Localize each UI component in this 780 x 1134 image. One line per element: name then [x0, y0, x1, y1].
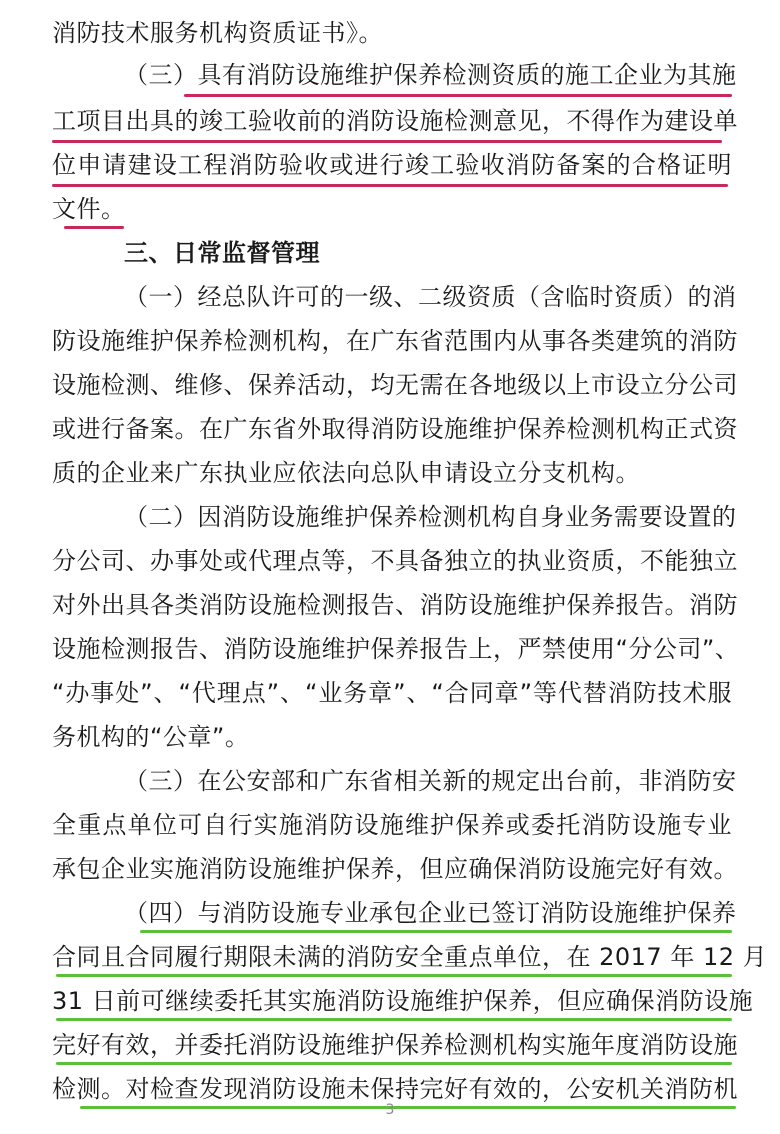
text-line-9: 设施检测、维修、保养活动，均无需在各地级以上市设立分公司: [52, 371, 738, 399]
text-line-22: 合同且合同履行期限未满的消防安全重点单位，在 2017 年 12 月: [52, 943, 768, 971]
text-line-11: 质的企业来广东执业应依法向总队申请设立分支机构。: [52, 459, 640, 487]
section-heading: 三、日常监督管理: [124, 239, 320, 267]
green-underline-2: [56, 974, 732, 977]
text-line-21: （四）与消防设施专业承包企业已签订消防设施维护保养: [124, 899, 737, 927]
text-line-7: （一）经总队许可的一级、二级资质（含临时资质）的消: [124, 283, 737, 311]
text-line-12: （二）因消防设施维护保养检测机构自身业务需要设置的: [124, 503, 737, 531]
text-line-24: 完好有效，并委托消防设施维护保养检测机构实施年度消防设施: [52, 1031, 738, 1059]
text-line-14: 对外出具各类消防设施检测报告、消防设施维护保养报告。消防: [52, 591, 738, 619]
text-line-10: 或进行备案。在广东省外取得消防设施维护保养检测机构正式资: [52, 415, 738, 443]
text-line-20: 承包企业实施消防设施维护保养，但应确保消防设施完好有效。: [52, 855, 738, 883]
page-number: 3: [385, 1102, 395, 1118]
text-line-4: 位申请建设工程消防验收或进行竣工验收消防备案的合格证明: [52, 151, 732, 179]
text-line-13: 分公司、办事处或代理点等，不具备独立的执业资质，不能独立: [52, 547, 738, 575]
red-underline-2: [52, 140, 722, 143]
text-line-19: 全重点单位可自行实施消防设施维护保养或委托消防设施专业: [52, 811, 732, 839]
text-line-8: 防设施维护保养检测机构，在广东省范围内从事各类建筑的消防: [52, 327, 738, 355]
red-underline-3: [52, 184, 728, 187]
text-line-25: 检测。对检查发现消防设施未保持完好有效的，公安机关消防机: [52, 1075, 738, 1103]
text-line-16: “办事处”、“代理点”、“业务章”、“合同章”等代替消防技术服: [52, 679, 732, 707]
green-underline-3: [56, 1018, 732, 1021]
red-underline-4: [64, 226, 124, 229]
text-line-1: 消防技术服务机构资质证书》。: [52, 19, 383, 47]
text-line-2: （三）具有消防设施维护保养检测资质的施工企业为其施: [124, 61, 737, 89]
red-underline-1: [184, 94, 732, 97]
text-line-18: （三）在公安部和广东省相关新的规定出台前，非消防安: [124, 767, 737, 795]
green-underline-4: [56, 1062, 732, 1065]
text-line-23: 31 日前可继续委托其实施消防设施维护保养，但应确保消防设施: [52, 987, 754, 1015]
text-line-15: 设施检测报告、消防设施维护保养报告上，严禁使用“分公司”、: [52, 635, 740, 663]
text-line-3: 工项目出具的竣工验收前的消防设施检测意见，不得作为建设单: [52, 107, 738, 135]
green-underline-1: [140, 930, 732, 933]
text-line-5: 文件。: [52, 195, 126, 223]
text-line-17: 务机构的“公章”。: [52, 723, 250, 751]
